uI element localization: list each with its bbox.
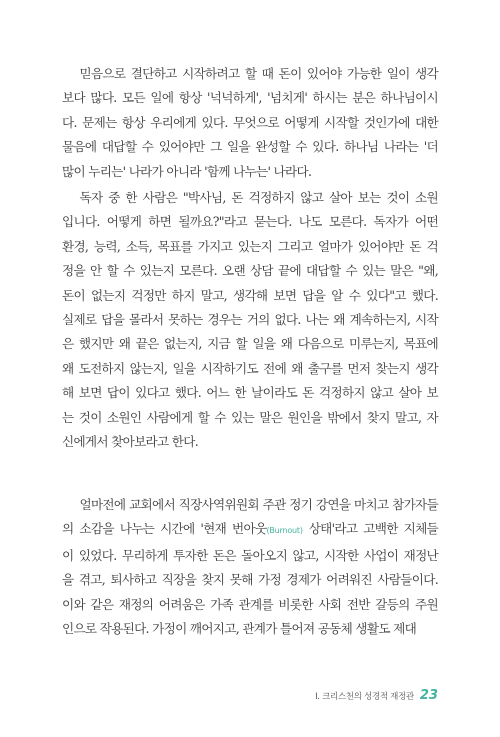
text-line: [62, 517, 438, 543]
text-line: 물음에 대답할 수 있어야만 그 일을 완성할 수 있다. 하나님 나라는 '더: [62, 139, 438, 155]
text-line: 돈이 없는지 걱정만 하지 말고, 생각해 보면 답을 알 수 있다"고 했다.: [62, 287, 438, 303]
text-line: 이와 같은 재정의 어려움은 가족 관계를 비롯한 사회 전반 갈등의 주원: [62, 596, 438, 612]
text-line: 독자 중 한 사람은 "박사님, 돈 걱정하지 않고 살아 보는 것이 소원: [62, 190, 438, 205]
text-line: 보다 많다. 모든 일에 항상 '넉넉하게', '넘치게' 하시는 분은 하나님이시: [62, 90, 438, 106]
text-line: 믿음으로 결단하고 시작하려고 할 때 돈이 있어야 가능한 일이 생각: [62, 66, 438, 81]
running-footer-title: Ⅰ. 크리스천의 성경적 재정관: [315, 692, 414, 702]
line-text-before: 의 소감을 나누는 시간에 '현재 번아웃: [62, 521, 267, 537]
paragraph-3: [62, 493, 438, 641]
text-line: 얼마전에 교회에서 직장사역위원회 주관 정기 강연을 마치고 참가자들: [62, 497, 438, 512]
text-line: 정을 안 할 수 있는지 모른다. 오랜 상담 끝에 대답할 수 있는 말은 "왜,: [62, 263, 438, 279]
text-line: 은 했지만 왜 끝은 없는지, 지금 할 일을 왜 다음으로 미루는지, 목표에: [62, 336, 438, 352]
page-footer: [315, 688, 438, 703]
text-line: 인으로 작용된다. 가정이 깨어지고, 관계가 틀어져 공동체 생활도 제대: [62, 621, 417, 637]
text-line: 해 보면 답이 있다고 했다. 어느 한 날이라도 돈 걱정하지 않고 살아 보: [62, 385, 438, 401]
burnout-annotation: (Burnout): [266, 526, 303, 536]
paragraph-2: [62, 186, 438, 454]
text-line: 을 겪고, 퇴사하고 직장을 찾지 못해 가정 경제가 어려워진 사람들이다.: [62, 572, 438, 588]
text-line: 왜 도전하지 않는지, 일을 시작하기도 전에 왜 출구를 먼저 찾는지 생각: [62, 360, 438, 376]
text-line: 실제로 답을 몰라서 못하는 경우는 거의 없다. 나는 왜 계속하는지, 시작: [62, 312, 438, 328]
text-line: 신에게서 찾아보라고 한다.: [62, 434, 199, 450]
page-number: 23: [419, 688, 438, 703]
text-line: 환경, 능력, 소득, 목표를 가지고 있는지 그리고 얼마가 있어야만 돈 걱: [62, 238, 438, 254]
text-line: 는 것이 소원인 사람에게 할 수 있는 말은 원인을 밖에서 찾지 말고, 자: [62, 409, 438, 425]
text-line: 입니다. 어떻게 하면 될까요?"라고 묻는다. 나도 모른다. 독자가 어떤: [62, 214, 438, 230]
line-text-after: 상태'라고 고백한 지체들: [302, 521, 438, 537]
text-line: 다. 문제는 항상 우리에게 있다. 무엇으로 어떻게 시작할 것인가에 대한: [62, 114, 438, 130]
text-line: 이 있었다. 무리하게 투자한 돈은 돌아오지 않고, 시작한 사업이 재정난: [62, 547, 438, 563]
text-line: 많이 누리는' 나라가 아니라 '함께 나누는' 나라다.: [62, 163, 312, 179]
paragraph-1: [62, 62, 438, 184]
